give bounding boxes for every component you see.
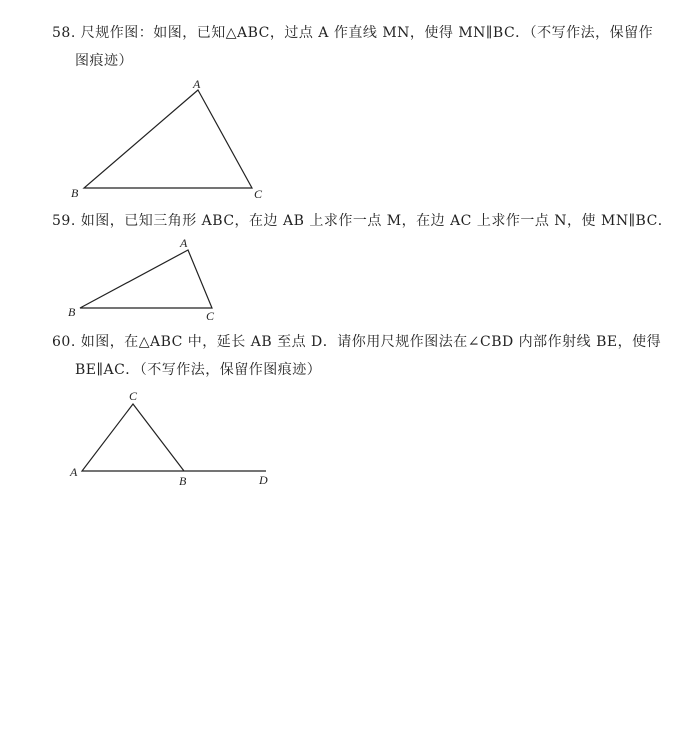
label-a: A	[70, 465, 78, 479]
problem-number: 59.	[52, 213, 76, 229]
problem-text: 尺规作图：如图，已知△ABC，过点 A 作直线 MN，使得 MN∥BC．（不写作法，保留作	[80, 25, 654, 41]
problem-60-line-2: BE∥AC．（不写作法，保留作图痕迹）	[75, 362, 322, 378]
label-d: D	[259, 473, 268, 487]
label-c: C	[206, 309, 215, 323]
problem-number: 58.	[52, 25, 76, 41]
label-a: A	[193, 77, 201, 91]
label-c: C	[129, 389, 138, 403]
label-b: B	[68, 305, 76, 319]
problem-number: 60.	[52, 334, 76, 350]
problem-text: 如图，在△ABC 中，延长 AB 至点 D．请你用尺规作图法在∠CBD 内部作射线 BE，使得	[80, 334, 662, 350]
figure-60-triangle	[69, 389, 268, 488]
label-b: B	[179, 474, 187, 488]
problem-58-line-2: 图痕迹）	[75, 53, 133, 69]
label-c: C	[254, 187, 263, 201]
figure-59-triangle	[68, 236, 215, 323]
figure-58-triangle	[71, 77, 263, 201]
problem-text: 如图，已知三角形 ABC，在边 AB 上求作一点 M，在边 AC 上求作一点 N，使 MN∥BC．	[80, 213, 673, 229]
label-b: B	[71, 186, 79, 200]
label-a: A	[180, 236, 188, 250]
